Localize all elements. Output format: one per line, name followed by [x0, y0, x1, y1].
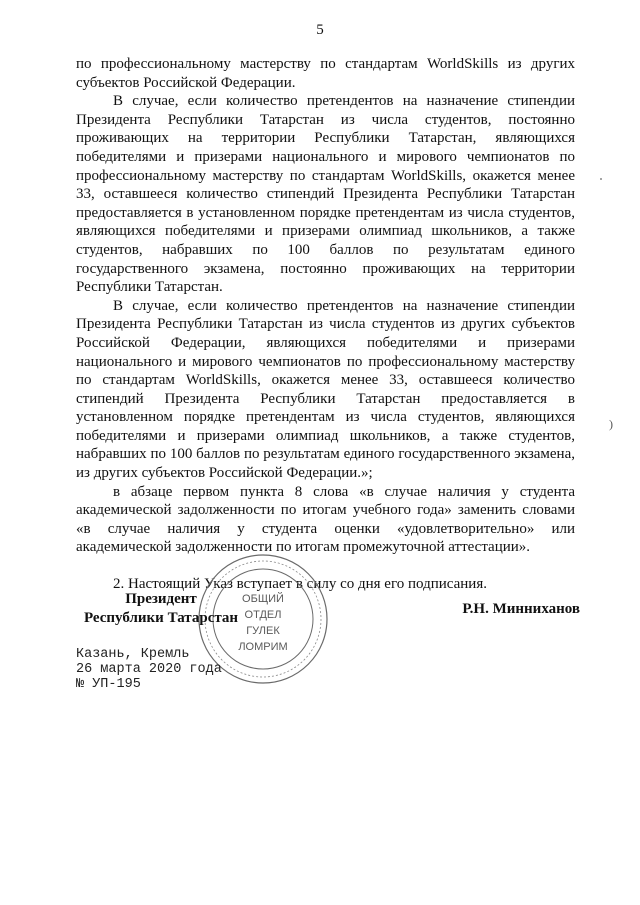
- signatory-title: [76, 590, 246, 628]
- stamp-line-3: ГУЛЕК: [246, 625, 280, 637]
- margin-mark: ): [609, 417, 613, 431]
- signatory-title-line-1: Президент: [125, 591, 197, 607]
- signatory-title-line-2: Республики Татарстан: [83, 610, 239, 626]
- paragraph-other-region-students: В случае, если количество претендентов на назначение стипендии Президента Республики Татарстан из числа студентов из других субъектов Российской Федерации, являющихся победителями и призерами национального и мирового чемпионатов по профессиональному мастерству по стандартам WorldSkills, окажется менее 33, оставшееся количество стипендий Президента Республики Татарстан предоставляется в установленном порядке претендентам из числа студентов, являющихся победителями и призерами олимпиад школьников, а также студентов, набравших по 100 баллов по результатам единого государственного экзамена, из других субъектов Российской Федерации.»;: [76, 297, 575, 482]
- scan-speck: [600, 178, 602, 180]
- stamp-line-4: ЛОМРИМ: [238, 641, 288, 653]
- paragraph-continuation: по профессиональному мастерству по стандартам WorldSkills из других субъектов Российской Федерации.: [76, 56, 575, 91]
- document-body: [76, 55, 575, 594]
- paragraph-effective-date: 2. Настоящий Указ вступает в силу со дня его подписания.: [113, 576, 487, 593]
- stamp-line-1: ОБЩИЙ: [242, 593, 284, 605]
- page-number: 5: [316, 22, 324, 38]
- footer-place: Казань, Кремль: [76, 647, 190, 662]
- paragraph-amendment-clause-8: в абзаце первом пункта 8 слова «в случае наличия у студента академической задолженности по итогам учебного года» заменить словами «в случае наличия у студента оценки «удовлетворительно» или академической задолженности по итогам промежуточной аттестации».: [76, 483, 575, 556]
- signatory-name: Р.Н. Минниханов: [462, 601, 580, 617]
- paragraph-resident-students: В случае, если количество претендентов на назначение стипендии Президента Республики Татарстан из числа студентов, постоянно проживающих на территории Республики Татарстан, являющихся победителями и призерами национального и мирового чемпионатов по профессиональному мастерству по стандартам WorldSkills, окажется менее 33, оставшееся количество стипендий Президента Республики Татарстан предоставляется в установленном порядке претендентам из числа студентов, являющихся победителями и призерами олимпиад школьников, а также студентов, набравших по 100 баллов по результатам единого государственного экзамена, постоянно проживающих на территории Республики Татарстан.: [76, 93, 575, 296]
- footer-number: № УП-195: [76, 677, 141, 692]
- document-footer: [76, 647, 222, 692]
- footer-date: 26 марта 2020 года: [76, 662, 222, 677]
- stamp-line-2: ОТДЕЛ: [244, 609, 282, 621]
